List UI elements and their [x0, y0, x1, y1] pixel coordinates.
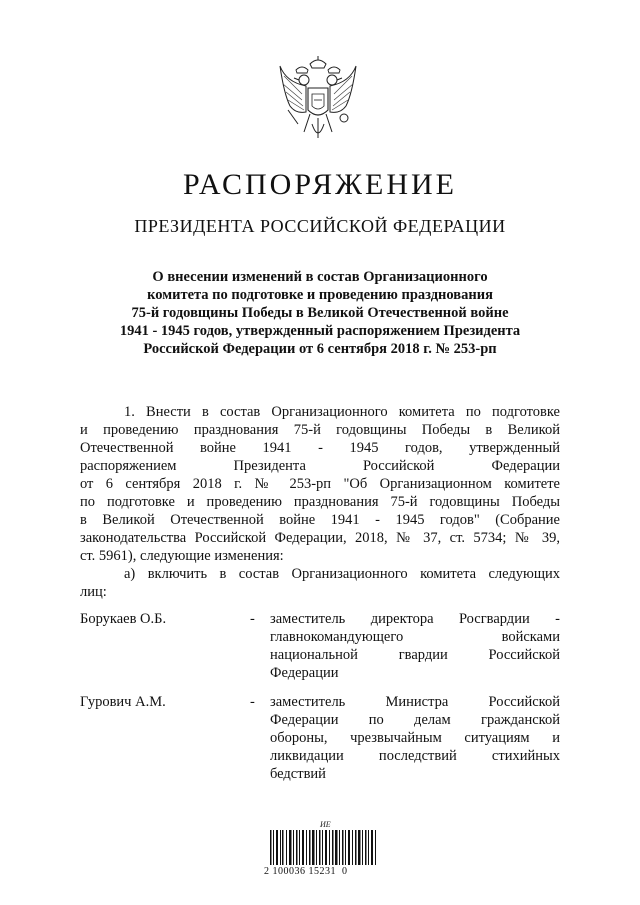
body-line: ст. 5961), следующие изменения:: [80, 548, 284, 564]
person-name: Гурович А.М.: [80, 694, 166, 710]
barcode-number: 2 100036 15231 0: [264, 866, 348, 877]
subject-line: О внесении изменений в состав Организационного: [152, 269, 488, 285]
desc-line: Федерации: [270, 665, 339, 681]
body-line: Отечественной войне 1941 - 1945 годов, утвержденный: [80, 440, 560, 456]
subject-line: 1941 - 1945 годов, утвержденный распоряжением Президента: [119, 323, 521, 339]
document-title: РАСПОРЯЖЕНИЕ: [182, 168, 458, 201]
barcode-icon: [268, 820, 378, 865]
desc-line: заместитель Министра Российской: [270, 694, 560, 710]
body-line: в Великой Отечественной войне 1941 - 1945 годов" (Собрание: [80, 512, 560, 528]
desc-line: бедствий: [270, 766, 326, 782]
desc-line: заместитель директора Росгвардии -: [270, 611, 560, 627]
desc-line: обороны, чрезвычайным ситуациям и: [270, 730, 560, 746]
subject-line: 75-й годовщины Победы в Великой Отечественной войне: [131, 305, 509, 321]
subject-line: Российской Федерации от 6 сентября 2018 г. № 253-рп: [143, 341, 497, 357]
person-entry: [80, 693, 560, 783]
document-subtitle: ПРЕЗИДЕНТА РОССИЙСКОЙ ФЕДЕРАЦИИ: [134, 216, 506, 236]
svg-text:ИЕ: ИЕ: [320, 820, 331, 829]
body-line: а) включить в состав Организационного комитета следующих: [124, 566, 560, 582]
state-emblem-icon: [276, 54, 360, 146]
person-dash: -: [250, 694, 255, 710]
body-line: от 6 сентября 2018 г. № 253-рп "Об Организационном комитете: [80, 476, 560, 492]
body-line: и проведению празднования 75-й годовщины Победы в Великой: [80, 422, 560, 438]
desc-line: главнокомандующего войсками: [270, 629, 560, 645]
desc-line: ликвидации последствий стихийных: [270, 748, 560, 764]
document-body: [80, 403, 560, 601]
person-entry: [80, 610, 560, 682]
person-dash: -: [250, 611, 255, 627]
desc-line: национальной гвардии Российской: [270, 647, 560, 663]
person-description: [270, 693, 560, 783]
body-line: 1. Внести в состав Организационного комитета по подготовке: [124, 404, 560, 420]
person-name: Борукаев О.Б.: [80, 611, 167, 627]
subject-line: комитета по подготовке и проведению празднования: [147, 287, 493, 303]
body-line: по подготовке и проведению празднования 75-й годовщины Победы: [80, 494, 560, 510]
body-line: лиц:: [80, 584, 107, 600]
desc-line: Федерации по делам гражданской: [270, 712, 560, 728]
document-subject: [80, 268, 560, 358]
person-description: [270, 610, 560, 682]
body-line: законодательства Российской Федерации, 2018, № 37, ст. 5734; № 39,: [80, 530, 560, 546]
body-line: распоряжением Президента Российской Федерации: [80, 458, 560, 474]
